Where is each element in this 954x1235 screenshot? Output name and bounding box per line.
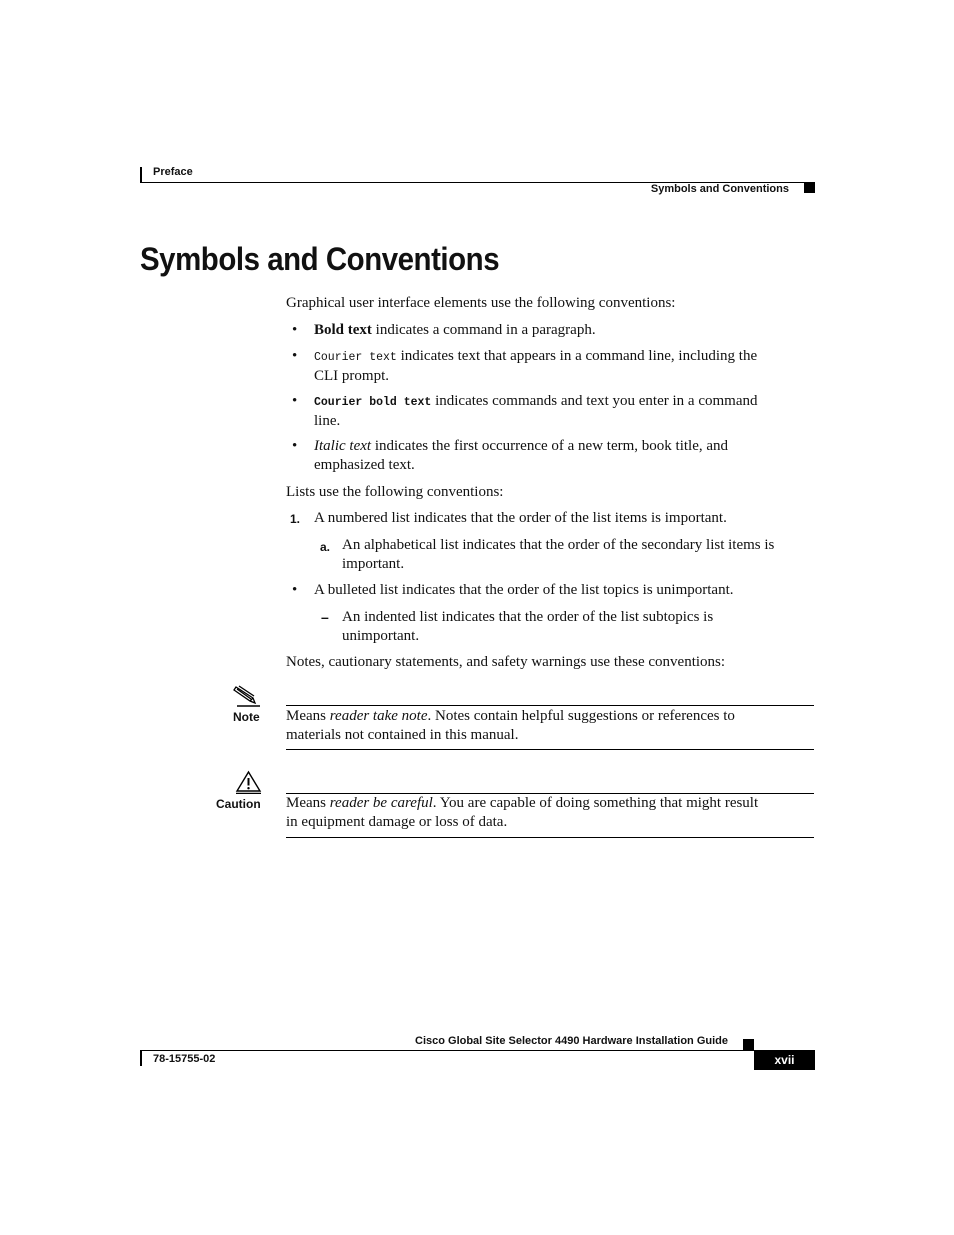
numbered-marker: 1. (290, 512, 301, 526)
note-text: Means reader take note. Notes contain helpful suggestions or references to materials not contained in this manual. (286, 708, 735, 743)
list-item (314, 347, 814, 386)
bullet-marker: • (292, 348, 298, 364)
list-item (314, 392, 814, 431)
footer-rule (140, 1050, 815, 1051)
indented-list-item (342, 608, 814, 646)
footer-left-bar (140, 1050, 142, 1066)
footer-guide-title: Cisco Global Site Selector 4490 Hardware Installation Guide (415, 1035, 728, 1047)
courier-text-sample: Courier text (314, 351, 397, 364)
list-item-text: line. (314, 413, 341, 429)
page-title: Symbols and Conventions (140, 241, 500, 277)
list-item-text: indicates the first occurrence of a new term, book title, and (371, 438, 729, 454)
note-label: Note (233, 710, 260, 724)
list-item-text: An indented list indicates that the order of the list subtopics is (342, 609, 714, 625)
header-square (804, 182, 815, 193)
bullet-marker: • (292, 393, 298, 409)
caution-text: Means reader be careful. You are capable of doing something that might result in equipment damage or loss of data. (286, 795, 759, 830)
alpha-marker: a. (320, 540, 331, 554)
bullet-marker: • (292, 438, 298, 454)
alpha-list-item (342, 536, 814, 574)
list-item (314, 321, 814, 340)
list-item-text: emphasized text. (314, 457, 415, 473)
numbered-list-item: A numbered list indicates that the order of the list items is important. (314, 510, 727, 526)
footer-square (743, 1039, 754, 1050)
footer-doc-number: 78-15755-02 (153, 1053, 216, 1065)
pencil-icon (233, 683, 261, 707)
note-emphasis: reader take note (329, 708, 428, 724)
list-item-text: unimportant. (342, 628, 420, 644)
caution-bottom-rule (286, 837, 814, 838)
note-top-rule (286, 705, 814, 706)
list-item-text: indicates a command in a paragraph. (371, 322, 596, 338)
bulleted-list-item: A bulleted list indicates that the order of the list topics is unimportant. (314, 582, 734, 598)
lists-intro-text: Lists use the following conventions: (286, 484, 504, 500)
dash-marker: – (321, 609, 329, 625)
italic-text-sample: Italic text (314, 438, 372, 454)
courier-bold-text-sample: Courier bold text (314, 396, 432, 409)
list-item-text: CLI prompt. (314, 368, 389, 384)
list-item (314, 437, 814, 475)
header-left-bar (140, 167, 142, 183)
bold-text-sample: Bold text (314, 322, 372, 338)
list-item-text: An alphabetical list indicates that the order of the secondary list items is (342, 537, 775, 553)
list-item-text: indicates commands and text you enter in a command (431, 393, 758, 409)
intro-text: Graphical user interface elements use the following conventions: (286, 295, 676, 311)
bullet-marker: • (292, 582, 298, 598)
caution-label: Caution (216, 797, 261, 811)
notices-intro-text: Notes, cautionary statements, and safety warnings use these conventions: (286, 654, 726, 670)
list-item-text: important. (342, 556, 405, 572)
note-bottom-rule (286, 749, 814, 750)
page-number: xvii (754, 1050, 815, 1070)
header-chapter: Preface (153, 166, 193, 178)
warning-triangle-icon (235, 770, 262, 794)
header-section: Symbols and Conventions (650, 183, 789, 195)
bullet-marker: • (292, 322, 298, 338)
list-item-text: indicates text that appears in a command line, including the (396, 348, 758, 364)
caution-emphasis: reader be careful (329, 795, 433, 811)
